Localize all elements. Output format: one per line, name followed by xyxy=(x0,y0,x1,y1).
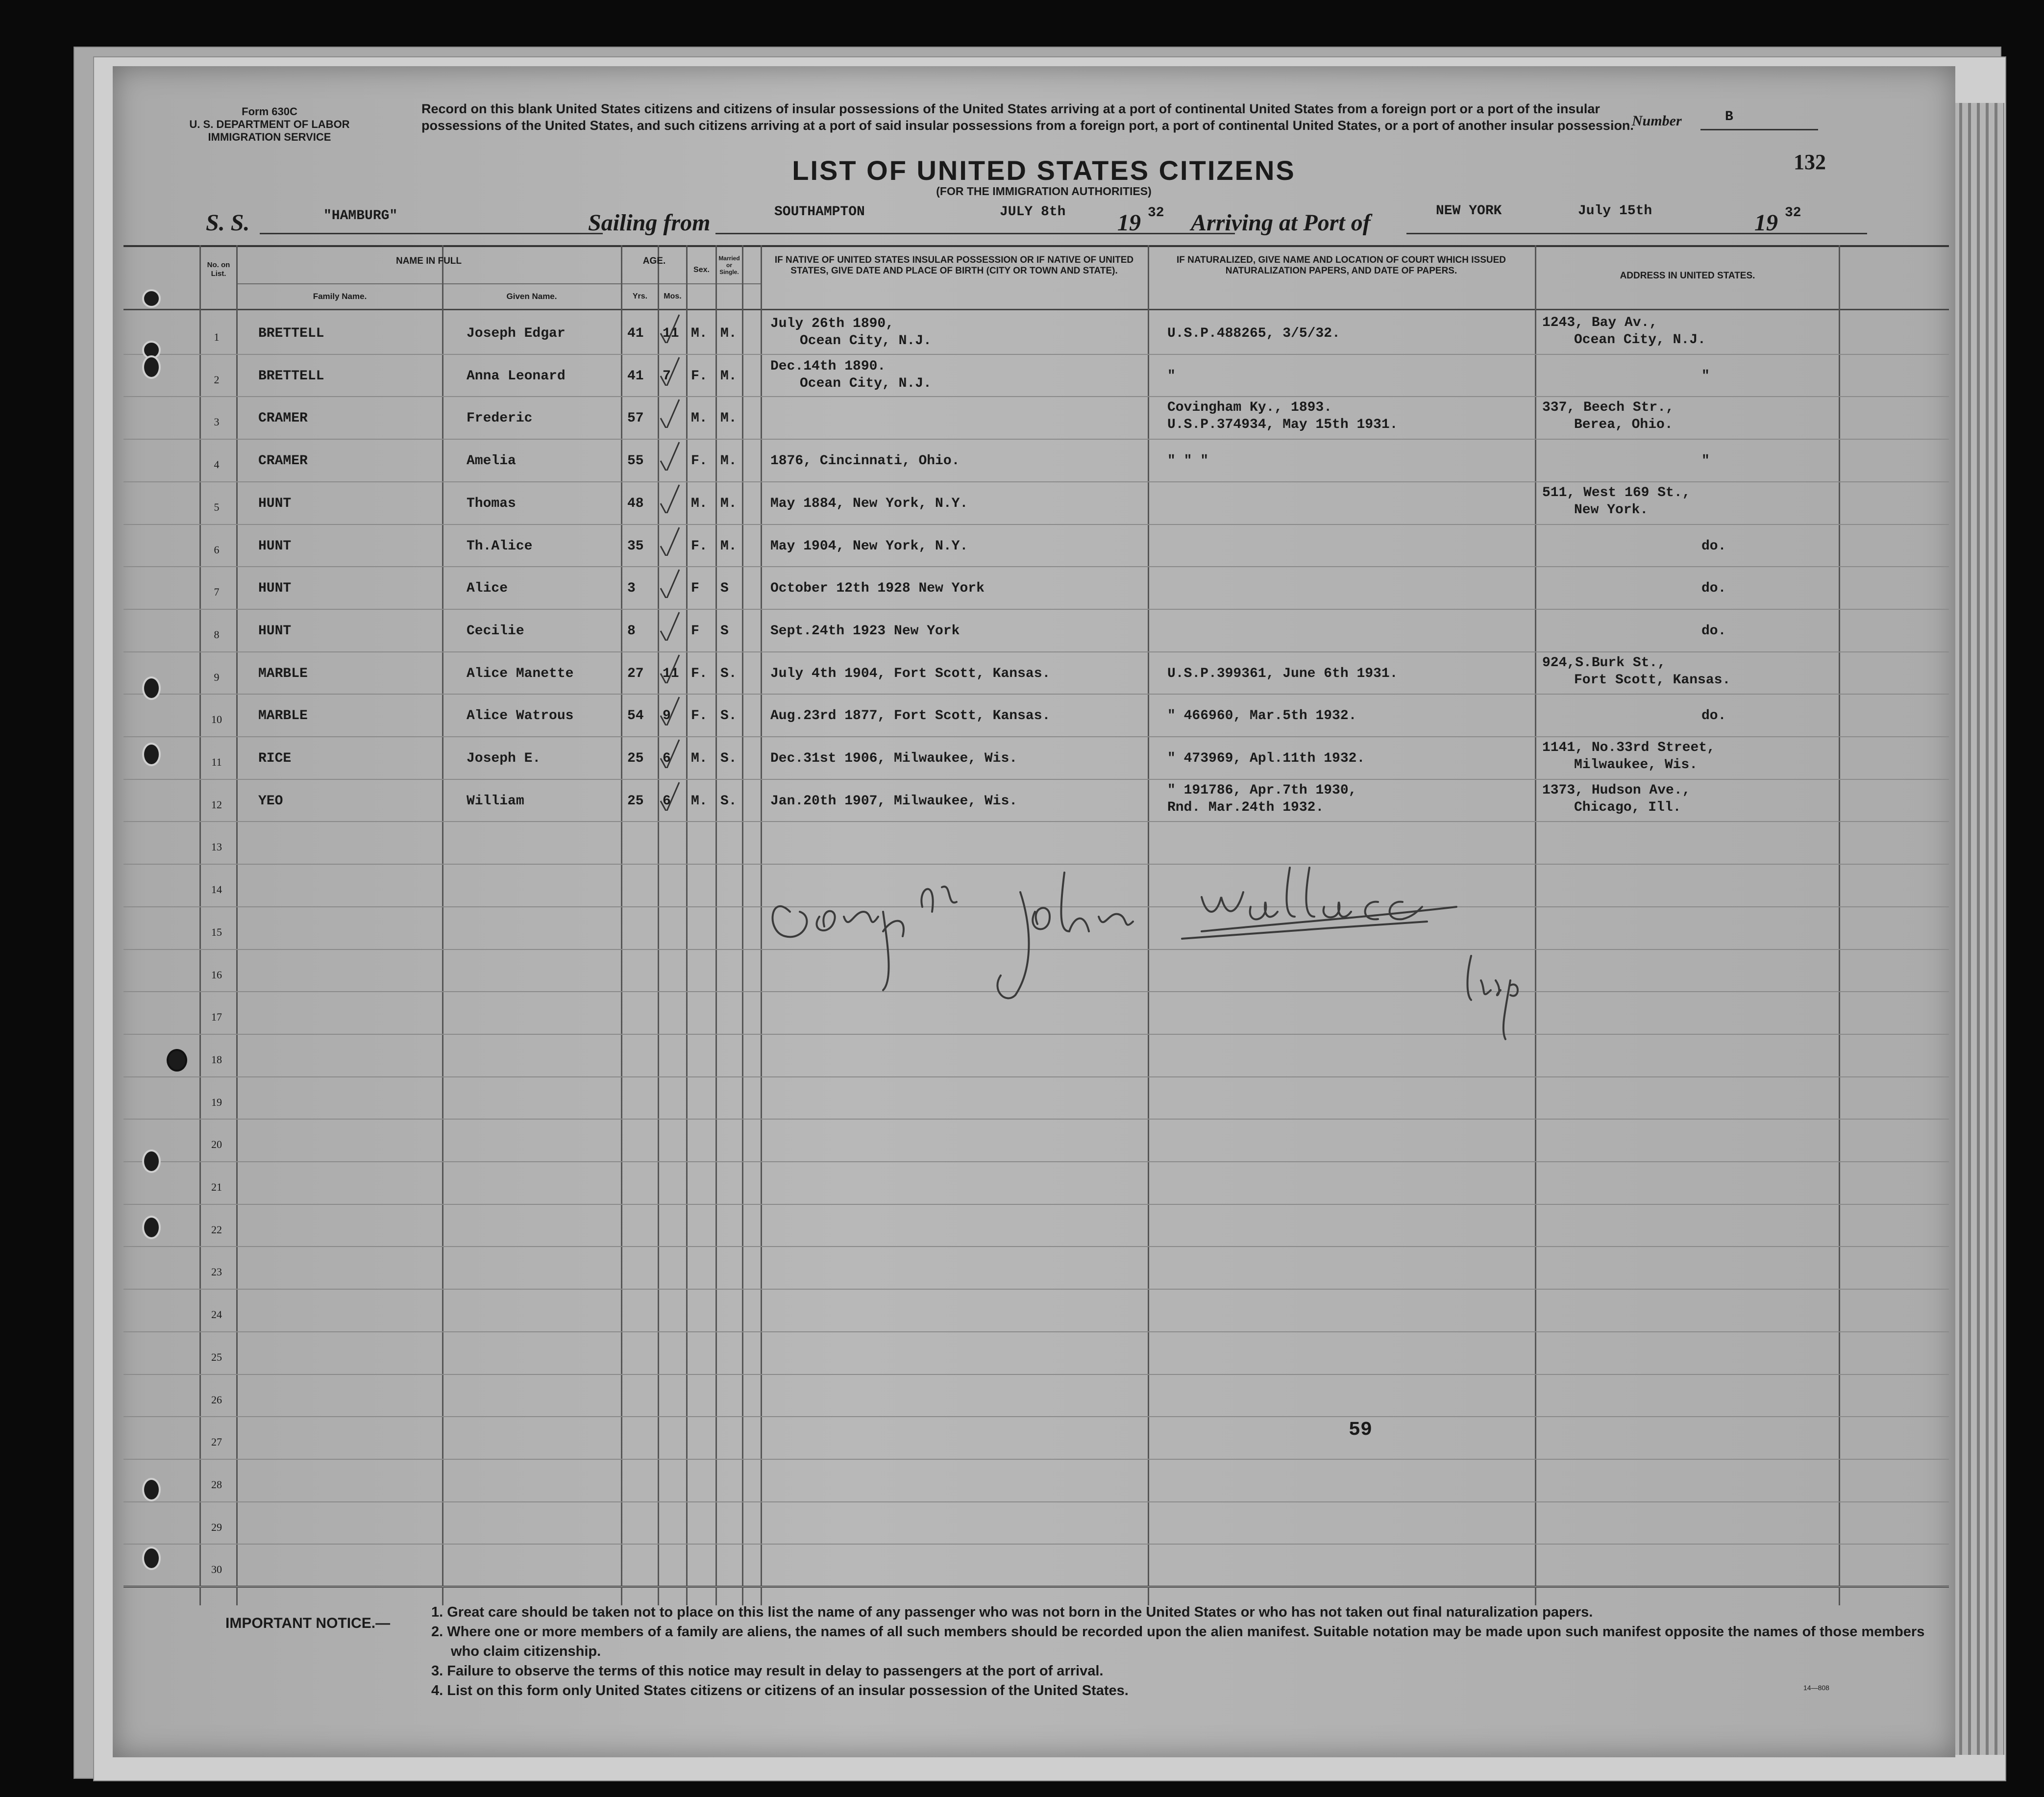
arriving-line xyxy=(1406,233,1867,234)
row-line xyxy=(123,1331,1949,1332)
form-instruction: Record on this blank United States citizens and citizens of insular possessions of the United States arriving at a port of continental United States from a foreign port or a port of the insular possessions of the United States, and such citizens arriving at a port of said insular possessions from a foreign port, a port of continental United States, or a port of another insular possession. xyxy=(421,101,1634,133)
sex: M. xyxy=(691,751,708,766)
naturalization-line: U.S.P.374934, May 15th 1931. xyxy=(1167,417,1398,433)
naturalization-line: U.S.P.488265, 3/5/32. xyxy=(1167,326,1340,341)
row-number: 19 xyxy=(211,1096,222,1108)
check-mark xyxy=(659,569,681,598)
birth-line: Aug.23rd 1877, Fort Scott, Kansas. xyxy=(770,708,1051,724)
row-line xyxy=(123,396,1949,397)
address-line: 1373, Hudson Ave., xyxy=(1542,782,1691,798)
sex: F. xyxy=(691,666,708,681)
married-single: S xyxy=(720,581,729,597)
row-line xyxy=(123,1544,1949,1545)
row-number: 29 xyxy=(211,1521,222,1533)
given-name: Alice Manette xyxy=(467,666,574,681)
age-months: 6 xyxy=(663,751,671,766)
address-line: do. xyxy=(1701,538,1726,554)
header-naturalized: IF NATURALIZED, GIVE NAME AND LOCATION OF COURT WHICH ISSUED NATURALIZATION PAPERS, AND DATE OF PAPERS. xyxy=(1176,255,1506,276)
stamp-number: 59 xyxy=(1349,1419,1373,1441)
punch-hole xyxy=(142,1216,161,1239)
manifest-sheet xyxy=(113,66,1955,1757)
family-name: MARBLE xyxy=(258,666,308,681)
given-name: Joseph E. xyxy=(467,751,541,766)
married-single: S. xyxy=(720,751,737,766)
check-mark xyxy=(659,399,681,428)
row-number: 6 xyxy=(214,543,220,556)
header-name-in-full: NAME IN FULL xyxy=(395,256,462,266)
given-name: Frederic xyxy=(467,411,533,426)
bottom-code: 14—808 xyxy=(1803,1684,1829,1692)
naturalization-line: " " " xyxy=(1167,453,1209,469)
notice-item: 1. Great care should be taken not to place on this list the name of any passenger who was not born in the United States or who has not taken out final naturalization papers. xyxy=(431,1604,1593,1620)
address-line: do. xyxy=(1701,581,1726,597)
notice-item: 2. Where one or more members of a family are aliens, the names of all such members should be recorded upon the alien manifest. Suitable notation may be made upon such manifest opposite the names of those members who claim citizenship. xyxy=(431,1624,1925,1659)
family-name: YEO xyxy=(258,793,283,809)
check-mark xyxy=(659,441,681,471)
row-number: 11 xyxy=(211,756,222,768)
address-line: do. xyxy=(1701,708,1726,724)
row-line xyxy=(123,651,1949,652)
row-line xyxy=(123,779,1949,780)
birth-line: October 12th 1928 New York xyxy=(770,581,985,597)
header-family-name: Family Name. xyxy=(313,292,367,301)
family-name: HUNT xyxy=(258,581,292,597)
given-name: Joseph Edgar xyxy=(467,326,566,341)
punch-hole xyxy=(167,1049,187,1072)
check-mark xyxy=(659,526,681,556)
row-number: 3 xyxy=(214,416,220,428)
birth-line: Dec.31st 1906, Milwaukee, Wis. xyxy=(770,751,1018,766)
arriving-date: July 15th xyxy=(1578,203,1652,219)
family-name: BRETTELL xyxy=(258,326,324,341)
birth-line: Ocean City, N.J. xyxy=(800,333,932,349)
age-years: 25 xyxy=(627,751,644,766)
row-number: 27 xyxy=(211,1436,222,1448)
given-name: Amelia xyxy=(467,453,516,469)
check-mark xyxy=(659,696,681,725)
sex: F xyxy=(691,623,699,639)
row-line xyxy=(123,566,1949,567)
header-age: AGE. xyxy=(642,256,666,266)
row-number: 20 xyxy=(211,1138,222,1151)
age-months: 11 xyxy=(663,666,679,681)
married-single: S. xyxy=(720,666,737,681)
number-label: Number xyxy=(1632,113,1682,129)
row-line xyxy=(123,439,1949,440)
given-name: Alice Watrous xyxy=(467,708,574,724)
row-line xyxy=(123,821,1949,822)
row-line xyxy=(123,1246,1949,1247)
sailing-line xyxy=(715,233,1235,234)
birth-line: 1876, Cincinnati, Ohio. xyxy=(770,453,960,469)
address-line: 337, Beech Str., xyxy=(1542,400,1674,416)
naturalization-line: Covingham Ky., 1893. xyxy=(1167,400,1332,416)
age-years: 3 xyxy=(627,581,636,597)
given-name: Th.Alice xyxy=(467,538,533,554)
birth-line: May 1904, New York, N.Y. xyxy=(770,538,968,554)
given-name: Anna Leonard xyxy=(467,368,566,384)
family-name: HUNT xyxy=(258,623,292,639)
age-years: 35 xyxy=(627,538,644,554)
notice-list xyxy=(431,1602,1941,1700)
sailing-year: 32 xyxy=(1148,205,1164,221)
family-name: MARBLE xyxy=(258,708,308,724)
sex: F. xyxy=(691,538,708,554)
family-name: CRAMER xyxy=(258,411,308,426)
family-name: RICE xyxy=(258,751,292,766)
row-line xyxy=(123,481,1949,482)
punch-hole xyxy=(142,743,161,766)
notice-label: IMPORTANT NOTICE.— xyxy=(225,1615,391,1631)
age-years: 54 xyxy=(627,708,644,724)
address-line: Chicago, Ill. xyxy=(1574,799,1681,815)
address-line: do. xyxy=(1701,623,1726,639)
row-line xyxy=(123,609,1949,610)
row-number: 1 xyxy=(214,331,220,343)
punch-hole xyxy=(142,676,161,700)
sailing-from: SOUTHAMPTON xyxy=(774,204,865,220)
sex: M. xyxy=(691,496,708,511)
row-number: 7 xyxy=(214,586,220,599)
row-number: 14 xyxy=(211,883,222,896)
row-line xyxy=(123,1459,1949,1460)
family-name: HUNT xyxy=(258,496,292,511)
married-single: M. xyxy=(720,368,737,384)
row-line xyxy=(123,1204,1949,1205)
arriving-port: NEW YORK xyxy=(1436,203,1502,219)
check-mark xyxy=(659,484,681,513)
family-name: BRETTELL xyxy=(258,368,324,384)
address-line: 1141, No.33rd Street, xyxy=(1542,740,1715,755)
row-line xyxy=(123,1119,1949,1120)
naturalization-line: " 473969, Apl.11th 1932. xyxy=(1167,751,1365,766)
age-months: 9 xyxy=(663,708,671,724)
naturalization-line: " xyxy=(1167,368,1176,384)
sex: F. xyxy=(691,708,708,724)
row-number: 21 xyxy=(211,1181,222,1193)
married-single: M. xyxy=(720,453,737,469)
row-line xyxy=(123,1076,1949,1077)
birth-line: July 4th 1904, Fort Scott, Kansas. xyxy=(770,666,1051,681)
punch-hole xyxy=(142,355,161,379)
age-years: 55 xyxy=(627,453,644,469)
punch-hole xyxy=(142,1149,161,1173)
row-number: 24 xyxy=(211,1308,222,1321)
punch-hole xyxy=(142,1547,161,1570)
row-line xyxy=(123,1161,1949,1162)
page-number: 132 xyxy=(1794,150,1826,174)
age-months: 6 xyxy=(663,793,671,809)
punch-hole xyxy=(142,289,161,308)
sailing-year-prefix: 19 xyxy=(1117,210,1141,236)
address-line: 511, West 169 St., xyxy=(1542,485,1691,500)
row-number: 4 xyxy=(214,458,220,471)
number-line xyxy=(1700,129,1818,130)
given-name: Thomas xyxy=(467,496,516,511)
age-years: 41 xyxy=(627,368,644,384)
row-number: 26 xyxy=(211,1393,222,1406)
address-line: New York. xyxy=(1574,502,1649,518)
age-years: 8 xyxy=(627,623,636,639)
header-address: ADDRESS IN UNITED STATES. xyxy=(1620,271,1755,281)
row-number: 5 xyxy=(214,500,220,513)
row-line xyxy=(123,1289,1949,1290)
sex: F. xyxy=(691,453,708,469)
page-subtitle: (FOR THE IMMIGRATION AUTHORITIES) xyxy=(936,185,1152,198)
address-line: Berea, Ohio. xyxy=(1574,417,1673,433)
header-no: No. on List. xyxy=(207,261,230,278)
married-single: S. xyxy=(720,708,737,724)
row-number: 2 xyxy=(214,373,220,386)
check-mark xyxy=(659,654,681,683)
address-line: Fort Scott, Kansas. xyxy=(1574,672,1731,688)
age-years: 41 xyxy=(627,326,644,341)
ss-label: S. S. xyxy=(206,210,250,236)
punch-hole xyxy=(142,1478,161,1501)
arriving-label: Arriving at Port of xyxy=(1191,210,1371,236)
family-name: HUNT xyxy=(258,538,292,554)
sailing-label: Sailing from xyxy=(588,210,711,236)
naturalization-line: U.S.P.399361, June 6th 1931. xyxy=(1167,666,1398,681)
birth-line: May 1884, New York, N.Y. xyxy=(770,496,968,511)
birth-line: Sept.24th 1923 New York xyxy=(770,623,960,639)
age-years: 57 xyxy=(627,411,644,426)
birth-line: Dec.14th 1890. xyxy=(770,358,886,374)
header-mos: Mos. xyxy=(664,292,682,300)
row-line xyxy=(123,524,1949,525)
notice-item: 4. List on this form only United States citizens or citizens of an insular possession of the United States. xyxy=(431,1683,1129,1698)
row-number: 13 xyxy=(211,841,222,853)
row-number: 12 xyxy=(211,798,222,811)
given-name: Cecilie xyxy=(467,623,524,639)
row-line xyxy=(123,1374,1949,1375)
given-name: Alice xyxy=(467,581,508,597)
sex: M. xyxy=(691,326,708,341)
address-line: 1243, Bay Av., xyxy=(1542,315,1658,330)
age-months: 7 xyxy=(663,368,671,384)
row-number: 23 xyxy=(211,1266,222,1278)
age-months: 11 xyxy=(663,326,679,341)
sex: M. xyxy=(691,793,708,809)
ship-line xyxy=(260,233,603,234)
row-number: 16 xyxy=(211,968,222,981)
row-line xyxy=(123,1416,1949,1417)
arriving-year-prefix: 19 xyxy=(1754,210,1778,236)
row-number: 10 xyxy=(211,713,222,726)
number-value: B xyxy=(1725,109,1733,125)
sailing-date: JULY 8th xyxy=(1000,204,1066,220)
check-mark xyxy=(659,611,681,641)
address-line: 924,S.Burk St., xyxy=(1542,655,1666,671)
row-number: 9 xyxy=(214,671,220,683)
header-yrs: Yrs. xyxy=(632,292,648,300)
row-number: 28 xyxy=(211,1478,222,1491)
naturalization-line: " 191786, Apr.7th 1930, xyxy=(1167,782,1357,798)
address-line: " xyxy=(1701,453,1710,469)
age-years: 25 xyxy=(627,793,644,809)
birth-line: Ocean City, N.J. xyxy=(800,375,932,391)
row-line xyxy=(123,1586,1949,1587)
page-stack-side xyxy=(1950,103,2004,1755)
naturalization-line: Rnd. Mar.24th 1932. xyxy=(1167,799,1324,815)
notice-item: 3. Failure to observe the terms of this notice may result in delay to passengers at the port of arrival. xyxy=(431,1663,1104,1679)
sex: M. xyxy=(691,411,708,426)
married-single: M. xyxy=(720,496,737,511)
row-number: 18 xyxy=(211,1053,222,1066)
header-sex: Sex. xyxy=(693,266,710,274)
age-years: 27 xyxy=(627,666,644,681)
check-mark xyxy=(659,781,681,811)
row-number: 22 xyxy=(211,1223,222,1236)
address-line: Ocean City, N.J. xyxy=(1574,332,1706,348)
married-single: M. xyxy=(720,411,737,426)
row-line xyxy=(123,1501,1949,1502)
sex: F. xyxy=(691,368,708,384)
check-mark xyxy=(659,356,681,386)
row-line xyxy=(123,354,1949,355)
married-single: M. xyxy=(720,326,737,341)
header-birth: IF NATIVE OF UNITED STATES INSULAR POSSESSION OR IF NATIVE OF UNITED STATES, GIVE DATE AND PLACE OF BIRTH (CITY OR TOWN AND STATE). xyxy=(774,255,1134,276)
row-number: 30 xyxy=(211,1563,222,1576)
row-number: 15 xyxy=(211,925,222,938)
row-line xyxy=(123,736,1949,737)
naturalization-line: " 466960, Mar.5th 1932. xyxy=(1167,708,1357,724)
arriving-year: 32 xyxy=(1785,205,1801,221)
sex: F xyxy=(691,581,699,597)
ship-name: "HAMBURG" xyxy=(323,208,398,224)
given-name: William xyxy=(467,793,524,809)
married-single: S xyxy=(720,623,729,639)
row-line xyxy=(123,694,1949,695)
row-number: 8 xyxy=(214,628,220,641)
address-line: Milwaukee, Wis. xyxy=(1574,757,1698,773)
form-identifier: Form 630C U. S. DEPARTMENT OF LABOR IMMIGRATION SERVICE xyxy=(189,105,350,143)
row-number: 25 xyxy=(211,1350,222,1363)
header-married: Married or Single. xyxy=(718,255,740,275)
age-years: 48 xyxy=(627,496,644,511)
check-mark xyxy=(659,739,681,768)
married-single: M. xyxy=(720,538,737,554)
check-mark xyxy=(659,314,681,343)
married-single: S. xyxy=(720,793,737,809)
header-given-name: Given Name. xyxy=(506,292,557,301)
page-title: LIST OF UNITED STATES CITIZENS xyxy=(792,155,1296,186)
family-name: CRAMER xyxy=(258,453,308,469)
passenger-table xyxy=(123,245,1949,1605)
row-number: 17 xyxy=(211,1011,222,1023)
inspector-signature xyxy=(761,833,1594,1069)
address-line: " xyxy=(1701,368,1710,384)
birth-line: Jan.20th 1907, Milwaukee, Wis. xyxy=(770,793,1018,809)
birth-line: July 26th 1890, xyxy=(770,316,894,331)
